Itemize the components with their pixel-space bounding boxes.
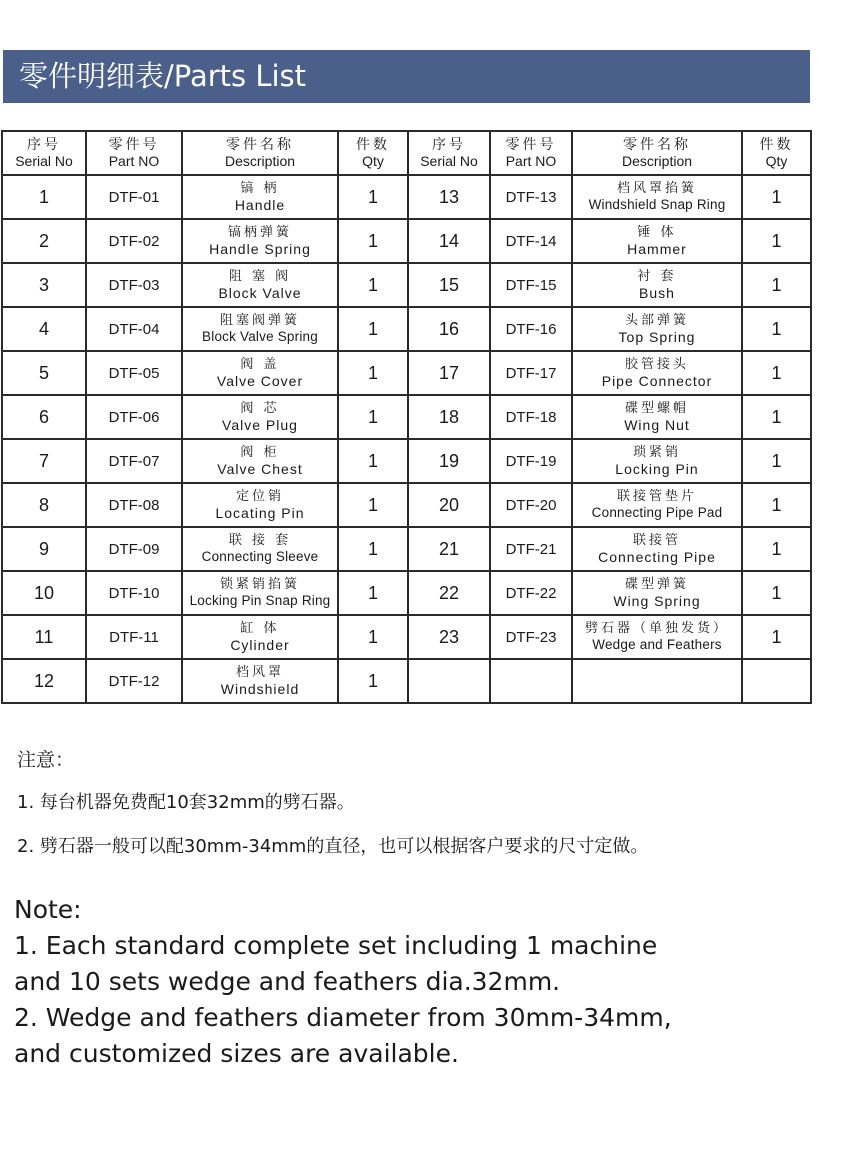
table-row xyxy=(2,439,811,483)
description-cn: 阀 盖 xyxy=(240,357,280,372)
table-row xyxy=(2,395,811,439)
description-en: Valve Plug xyxy=(222,417,298,433)
header-desc-2: 零件名称 Description xyxy=(572,131,742,175)
qty-cell: 1 xyxy=(338,439,408,483)
qty-cell: 1 xyxy=(338,615,408,659)
notes-chinese xyxy=(17,745,817,876)
description-cn: 头部弹簧 xyxy=(624,313,689,328)
table-row xyxy=(2,351,811,395)
serial-cell: 7 xyxy=(2,439,86,483)
page-title-banner: 零件明细表/Parts List xyxy=(3,50,810,103)
serial-cell: 11 xyxy=(2,615,86,659)
description-cn: 劈石器（单独发货） xyxy=(584,621,729,636)
description-cn: 胶管接头 xyxy=(624,357,689,372)
description-en: Locking Pin xyxy=(615,461,699,477)
header-serial: 序号 Serial No xyxy=(2,131,86,175)
description-cell xyxy=(572,615,742,659)
serial-cell: 3 xyxy=(2,263,86,307)
description-cell xyxy=(572,439,742,483)
description-en: Top Spring xyxy=(618,329,696,345)
serial-cell: 2 xyxy=(2,219,86,263)
description-en: Windshield Snap Ring xyxy=(588,197,726,212)
serial-cell: 13 xyxy=(408,175,490,219)
description-en: Wing Nut xyxy=(624,417,690,433)
description-cn: 缸 体 xyxy=(240,621,280,636)
notes-en-line-2a: 2. Wedge and feathers diameter from 30mm-34mm, xyxy=(14,1003,672,1032)
table-row xyxy=(2,615,811,659)
part-no-cell: DTF-12 xyxy=(86,659,182,703)
part-no-cell: DTF-10 xyxy=(86,571,182,615)
part-no-cell: DTF-18 xyxy=(490,395,572,439)
part-no-cell: DTF-11 xyxy=(86,615,182,659)
serial-cell: 5 xyxy=(2,351,86,395)
description-cn: 阻塞阀弹簧 xyxy=(219,313,300,328)
qty-cell: 1 xyxy=(338,527,408,571)
description-en: Wing Spring xyxy=(613,593,701,609)
part-no-cell: DTF-03 xyxy=(86,263,182,307)
description-cn: 联接管垫片 xyxy=(616,489,697,504)
description-cn: 阻 塞 阀 xyxy=(228,269,292,284)
table-row xyxy=(2,307,811,351)
description-cell xyxy=(572,395,742,439)
description-cn: 锤 体 xyxy=(637,225,677,240)
part-no-cell: DTF-14 xyxy=(490,219,572,263)
description-cn: 定位销 xyxy=(235,489,284,504)
description-en: Pipe Connector xyxy=(601,373,713,389)
serial-cell: 22 xyxy=(408,571,490,615)
part-no-cell: DTF-15 xyxy=(490,263,572,307)
description-cell xyxy=(182,175,338,219)
qty-cell: 1 xyxy=(338,219,408,263)
notes-cn-line-2: 2. 劈石器一般可以配30mm-34mm的直径，也可以根据客户要求的尺寸定做。 xyxy=(17,836,649,857)
qty-cell: 1 xyxy=(742,175,811,219)
qty-cell: 1 xyxy=(742,219,811,263)
description-en: Handle xyxy=(234,197,286,213)
qty-cell: 1 xyxy=(338,571,408,615)
description-cn: 琐紧销 xyxy=(632,445,681,460)
part-no-cell: DTF-04 xyxy=(86,307,182,351)
qty-cell: 1 xyxy=(742,483,811,527)
description-cell xyxy=(572,219,742,263)
parts-table-body xyxy=(2,175,811,703)
serial-cell: 6 xyxy=(2,395,86,439)
description-en: Connecting Pipe Pad xyxy=(591,505,723,520)
description-en: Block Valve xyxy=(218,285,302,301)
description-cn: 锁紧销掐簧 xyxy=(219,577,300,592)
description-cn: 联 接 套 xyxy=(228,533,292,548)
part-no-cell: DTF-23 xyxy=(490,615,572,659)
serial-cell: 15 xyxy=(408,263,490,307)
serial-cell: 9 xyxy=(2,527,86,571)
qty-cell: 1 xyxy=(338,263,408,307)
description-cell xyxy=(572,527,742,571)
notes-cn-title: 注意： xyxy=(17,749,75,771)
part-no-cell: DTF-20 xyxy=(490,483,572,527)
description-cn: 镐 柄 xyxy=(240,181,280,196)
description-en: Valve Chest xyxy=(217,461,303,477)
serial-cell: 23 xyxy=(408,615,490,659)
description-cell xyxy=(182,571,338,615)
serial-cell: 16 xyxy=(408,307,490,351)
notes-en-line-2b: and customized sizes are available. xyxy=(14,1039,459,1068)
table-row xyxy=(2,175,811,219)
part-no-cell: DTF-07 xyxy=(86,439,182,483)
table-row xyxy=(2,263,811,307)
description-cell xyxy=(182,307,338,351)
description-cn: 镐柄弹簧 xyxy=(227,225,292,240)
header-part: 零件号 Part NO xyxy=(86,131,182,175)
part-no-cell: DTF-09 xyxy=(86,527,182,571)
description-cell xyxy=(572,263,742,307)
qty-cell: 1 xyxy=(742,527,811,571)
description-en: Bush xyxy=(639,285,675,301)
notes-en-title: Note: xyxy=(14,895,82,924)
serial-cell: 17 xyxy=(408,351,490,395)
description-cn: 衬 套 xyxy=(637,269,677,284)
part-no-cell: DTF-06 xyxy=(86,395,182,439)
description-en: Connecting Sleeve xyxy=(201,549,319,564)
description-cell xyxy=(572,571,742,615)
notes-english xyxy=(14,892,814,1072)
serial-cell: 20 xyxy=(408,483,490,527)
table-row xyxy=(2,571,811,615)
serial-cell: 8 xyxy=(2,483,86,527)
part-no-cell: DTF-08 xyxy=(86,483,182,527)
description-en: Locating Pin xyxy=(215,505,305,521)
description-en: Valve Cover xyxy=(216,373,304,389)
qty-cell: 1 xyxy=(338,395,408,439)
qty-cell: 1 xyxy=(742,439,811,483)
description-cell xyxy=(182,483,338,527)
description-cell xyxy=(182,395,338,439)
qty-cell: 1 xyxy=(742,571,811,615)
header-part-2: 零件号 Part NO xyxy=(490,131,572,175)
qty-cell: 1 xyxy=(742,395,811,439)
notes-en-line-1b: and 10 sets wedge and feathers dia.32mm. xyxy=(14,967,561,996)
parts-table xyxy=(1,130,812,704)
description-en: Connecting Pipe xyxy=(598,549,716,565)
description-cn: 碟型螺帽 xyxy=(624,401,689,416)
description-en: Locking Pin Snap Ring xyxy=(189,593,331,608)
description-cn: 档风罩掐簧 xyxy=(616,181,697,196)
notes-cn-line-1: 1. 每台机器免费配10套32mm的劈石器。 xyxy=(17,792,355,813)
part-no-cell: DTF-01 xyxy=(86,175,182,219)
description-cn: 档风罩 xyxy=(235,665,284,680)
part-no-cell: DTF-22 xyxy=(490,571,572,615)
description-cell xyxy=(182,439,338,483)
part-no-cell: DTF-19 xyxy=(490,439,572,483)
header-serial-2: 序号 Serial No xyxy=(408,131,490,175)
description-cn: 阀 芯 xyxy=(240,401,280,416)
description-en: Block Valve Spring xyxy=(202,329,318,344)
qty-cell: 1 xyxy=(338,483,408,527)
header-qty: 件数 Qty xyxy=(338,131,408,175)
table-row xyxy=(2,659,811,703)
serial-cell: 18 xyxy=(408,395,490,439)
serial-cell: 4 xyxy=(2,307,86,351)
description-cn: 阀 柜 xyxy=(240,445,280,460)
description-cn: 联接管 xyxy=(632,533,681,548)
description-en: Cylinder xyxy=(230,637,290,653)
part-no-cell xyxy=(490,659,572,703)
qty-cell: 1 xyxy=(742,307,811,351)
qty-cell: 1 xyxy=(742,351,811,395)
table-row xyxy=(2,527,811,571)
description-cell xyxy=(182,351,338,395)
header-desc: 零件名称 Description xyxy=(182,131,338,175)
table-row xyxy=(2,219,811,263)
description-en: Hammer xyxy=(627,241,687,257)
description-cell xyxy=(572,659,742,703)
serial-cell: 14 xyxy=(408,219,490,263)
table-row xyxy=(2,483,811,527)
serial-cell: 1 xyxy=(2,175,86,219)
description-en: Wedge and Feathers xyxy=(592,637,722,652)
description-en: Handle Spring xyxy=(209,241,311,257)
description-en: Windshield xyxy=(220,681,300,697)
description-cell xyxy=(182,527,338,571)
part-no-cell: DTF-17 xyxy=(490,351,572,395)
qty-cell: 1 xyxy=(742,263,811,307)
qty-cell: 1 xyxy=(338,351,408,395)
header-qty-2: 件数 Qty xyxy=(742,131,811,175)
description-cell xyxy=(182,263,338,307)
qty-cell: 1 xyxy=(338,659,408,703)
parts-table-header xyxy=(2,131,811,175)
notes-en-line-1a: 1. Each standard complete set including 1 machine xyxy=(14,931,658,960)
description-cell xyxy=(572,175,742,219)
serial-cell: 21 xyxy=(408,527,490,571)
qty-cell: 1 xyxy=(338,307,408,351)
description-cell xyxy=(182,219,338,263)
description-cell xyxy=(572,483,742,527)
description-cell xyxy=(572,351,742,395)
part-no-cell: DTF-16 xyxy=(490,307,572,351)
serial-cell: 12 xyxy=(2,659,86,703)
part-no-cell: DTF-21 xyxy=(490,527,572,571)
qty-cell: 1 xyxy=(742,615,811,659)
part-no-cell: DTF-13 xyxy=(490,175,572,219)
part-no-cell: DTF-02 xyxy=(86,219,182,263)
serial-cell: 19 xyxy=(408,439,490,483)
description-cn: 碟型弹簧 xyxy=(624,577,689,592)
qty-cell: 1 xyxy=(338,175,408,219)
part-no-cell: DTF-05 xyxy=(86,351,182,395)
description-cell xyxy=(182,615,338,659)
serial-cell xyxy=(408,659,490,703)
serial-cell: 10 xyxy=(2,571,86,615)
qty-cell xyxy=(742,659,811,703)
description-cell xyxy=(182,659,338,703)
description-cell xyxy=(572,307,742,351)
